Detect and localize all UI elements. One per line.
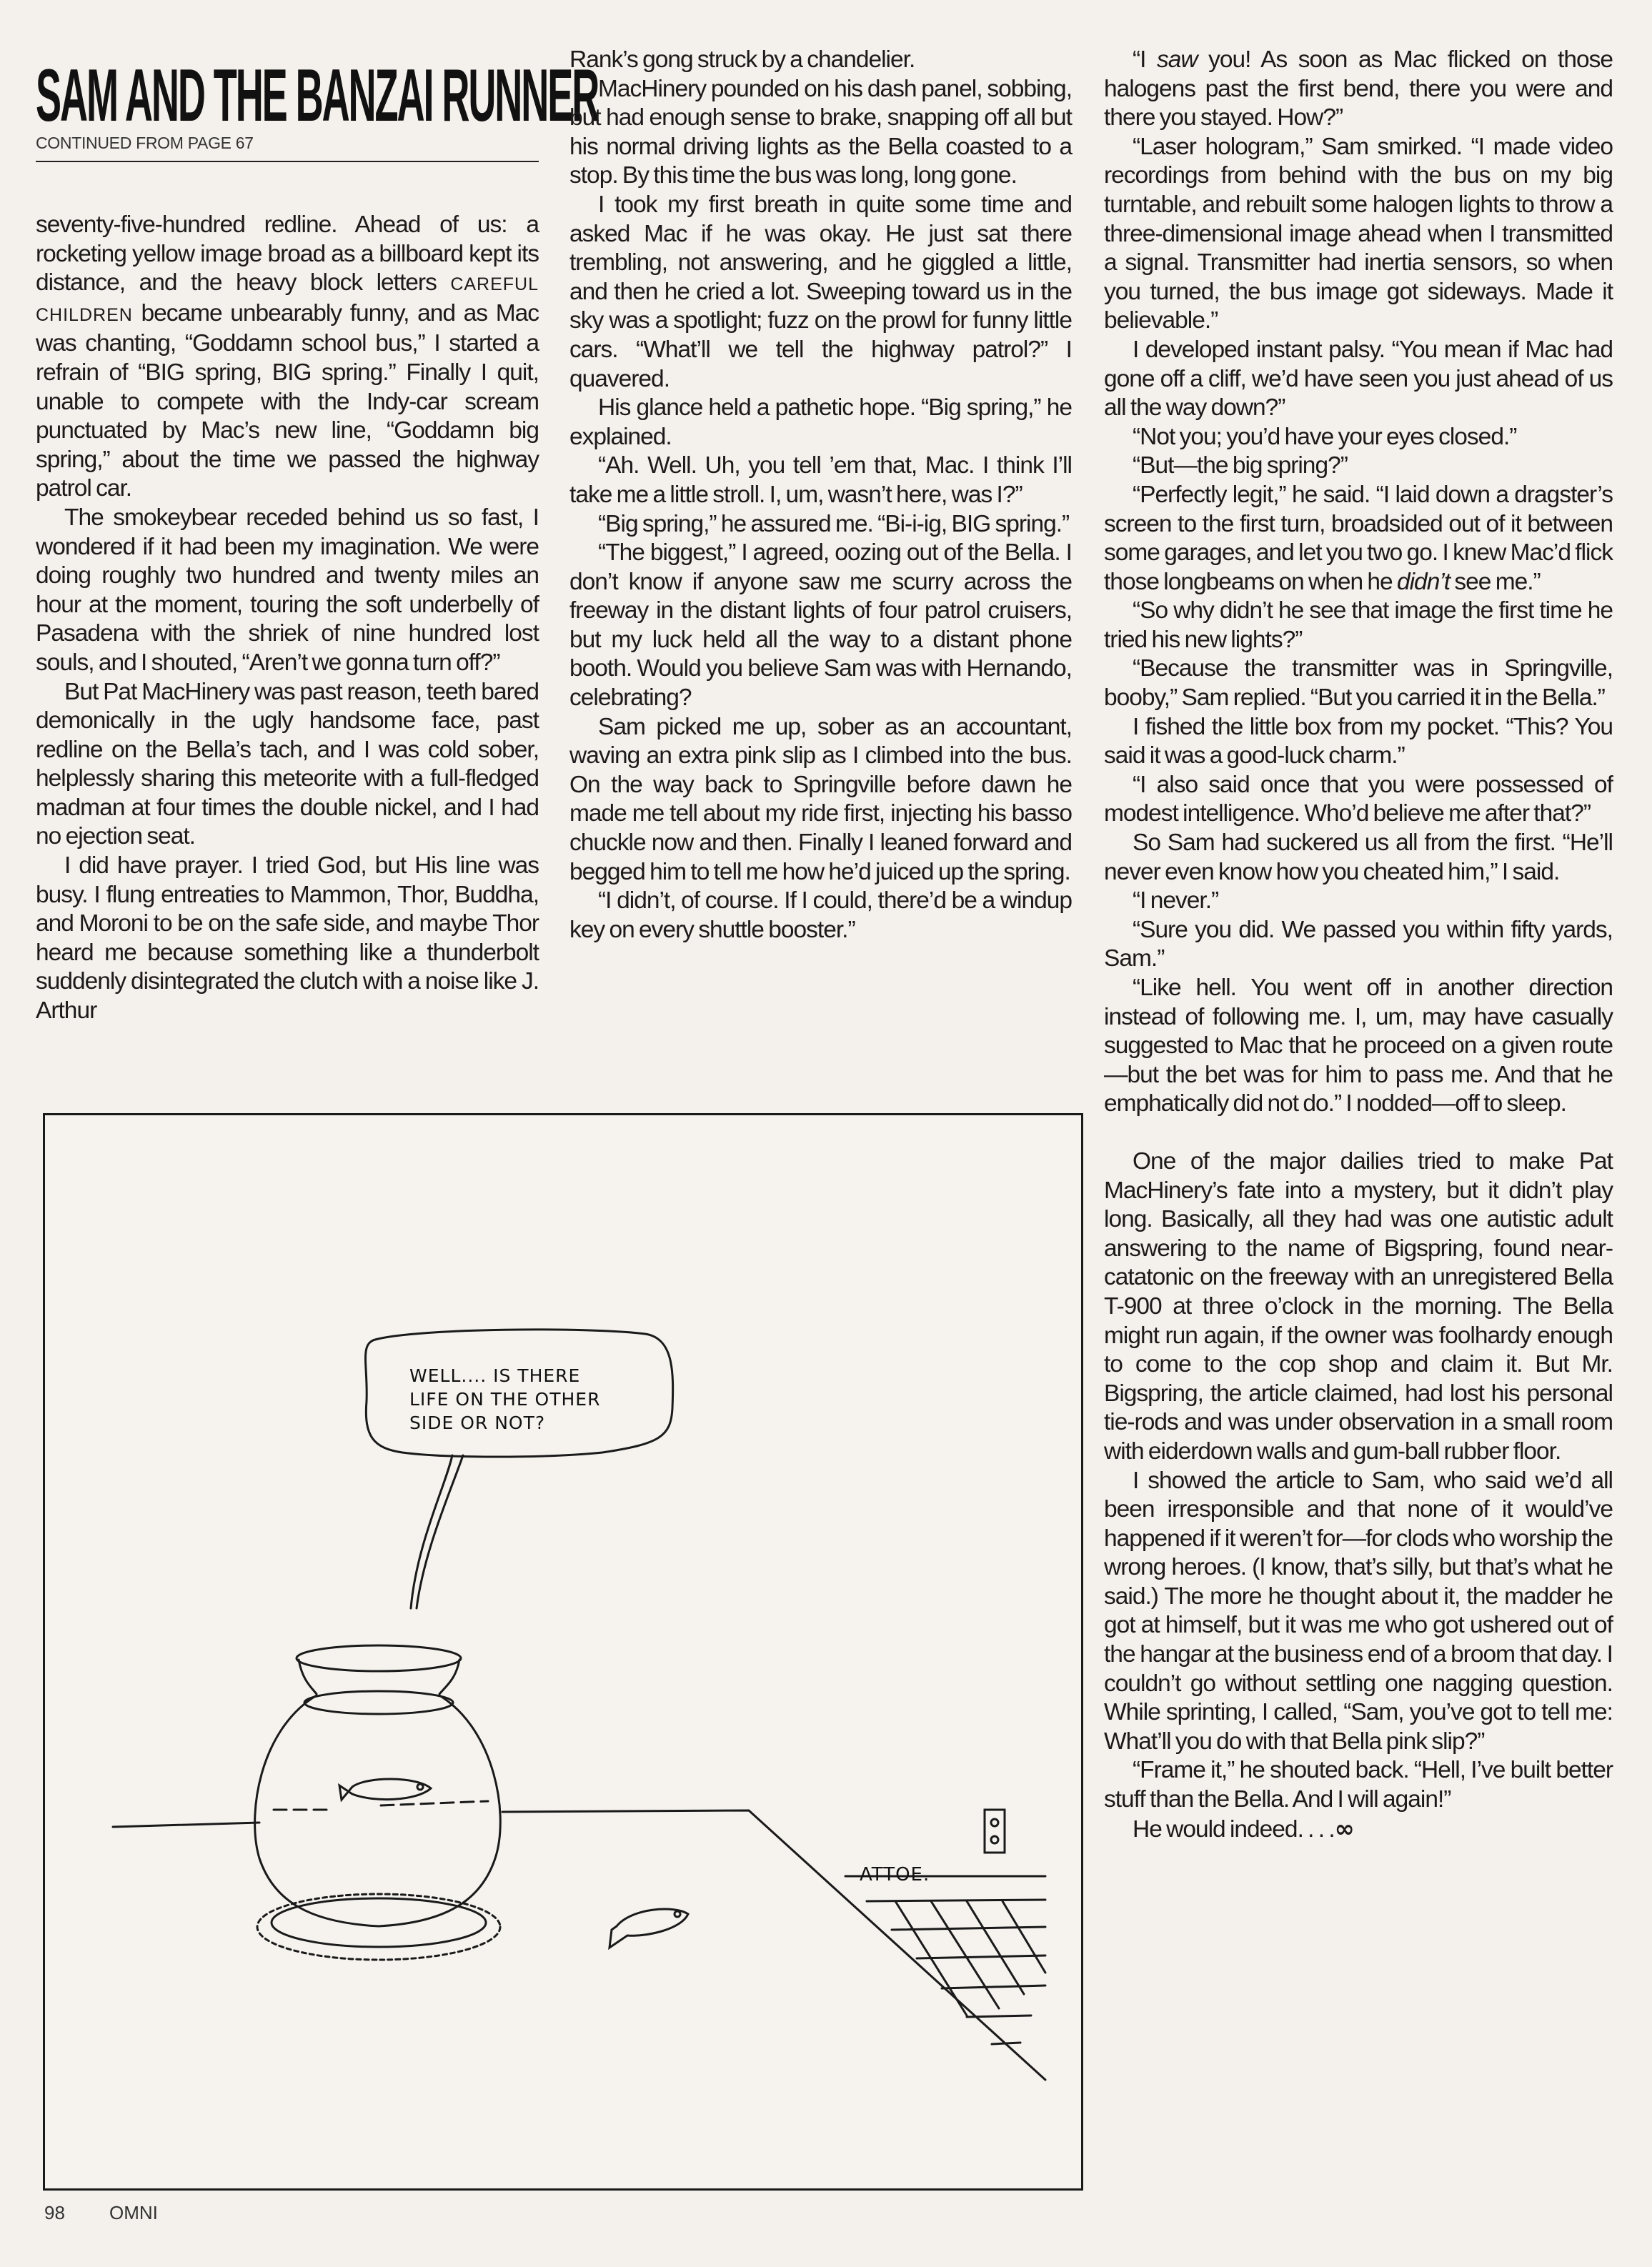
paragraph: “But—the big spring?” — [1133, 452, 1348, 479]
cartoon-illustration — [43, 1113, 1083, 2191]
table-edge — [113, 1810, 1045, 2080]
paragraph: The smokeybear receded behind us so fast, I wondered if it had been my imagination. We were doing roughly two hundred and twenty miles an hour at the moment, touring the soft underbelly of Pasadena with the shriek of nine hundred lost souls, and I shouted, “Aren’t we gonna turn off?” — [36, 504, 539, 676]
paragraph: He would indeed. . . .∞ — [1133, 1814, 1354, 1843]
water-surface — [304, 1691, 453, 1714]
paragraph: His glance held a pathetic hope. “Big spring,” he explained. — [569, 394, 1072, 450]
paragraph: “So why didn’t he see that image the first time he tried his new lights?” — [1104, 597, 1613, 653]
paragraph: I fished the little box from my pocket. “This? You said it was a good-luck charm.” — [1104, 713, 1613, 769]
paragraph: “I never.” — [1133, 887, 1219, 915]
column-2 — [569, 46, 1072, 1103]
paragraph: I showed the article to Sam, who said we’d all been irresponsible and that none of it would’ve happened if it weren’t for—for clods who worship the wrong heroes. (I know, that’s silly, but that’s what he said.) The more he thought about it, the madder he got at himself, but it was me who got ushered out of the hangar at the business end of a broom that day. I couldn’t go without settling one nagging question. While sprinting, I called, “Sam, you’ve got to tell me: What’ll you do with that Bella pink slip?” — [1104, 1467, 1613, 1755]
fish-eye — [675, 1911, 680, 1917]
speech-bubble-text: WELL.... IS THERE LIFE ON THE OTHER SIDE OR NOT? — [409, 1365, 601, 1433]
page-number: 98 — [44, 2202, 65, 2223]
paragraph: “I also said once that you were possessed of modest intelligence. Who’d believe me after that?” — [1104, 771, 1613, 827]
magazine-name: OMNI — [109, 2202, 158, 2223]
paragraph: So Sam had suckered us all from the first. “He’ll never even know how you cheated him,” I said. — [1104, 829, 1613, 885]
paragraph: “Ah. Well. Uh, you tell ’em that, Mac. I think I’ll take me a little stroll. I, um, wasn’t here, was I?” — [569, 452, 1072, 508]
paragraph: “Big spring,” he assured me. “Bi-i-ig, BIG spring.” — [598, 510, 1070, 537]
paragraph: I did have prayer. I tried God, but His line was busy. I flung entreaties to Mammon, Thor, Buddha, and Moroni to be on the safe side, and maybe Thor heard me because something like a thunderbolt suddenly disintegrated the clutch with a noise like J. Arthur — [36, 852, 539, 1025]
paragraph: “Because the transmitter was in Springville, booby,” Sam replied. “But you carried it in the Bella.” — [1104, 655, 1613, 712]
fish-eye — [417, 1784, 423, 1790]
end-mark-icon: ∞ — [1334, 1814, 1354, 1843]
fishbowl-neck — [299, 1660, 459, 1694]
title-rule — [36, 161, 539, 162]
paragraph: Rank’s gong struck by a chandelier. — [569, 46, 915, 73]
paragraph: MacHinery pounded on his dash panel, sobbing, but had enough sense to brake, snapping off all but his normal driving lights as the Bella coasted to a stop. By this time the bus was long, long gone. — [569, 75, 1072, 189]
paragraph: One of the major dailies tried to make Pat MacHinery’s fate into a mystery, but it didn’t play long. Basically, all they had was one autistic adult answering to the name of Bigspring, found near-catatonic on the freeway with an unregistered Bella T-900 at three o’clock in the morning. The Bella might run again, if the owner was foolhardy enough to come to the cop shop and claim it. But Mr. Bigspring, the article claimed, had lost his personal tie-rods and was under observation in a small room with eiderdown walls and gum-ball rubber floor. — [1104, 1147, 1613, 1465]
fishbowl-base — [272, 1898, 486, 1947]
artist-signature: ATTOE. — [860, 1864, 930, 1885]
paragraph: “Frame it,” he shouted back. “Hell, I’ve built better stuff than the Bella. And I will again!” — [1104, 1757, 1613, 1813]
paragraph: “I didn’t, of course. If I could, there’d be a windup key on every shuttle booster.” — [569, 887, 1072, 943]
sign-text: CAREFUL CHILDREN — [36, 274, 539, 325]
paragraph: “Laser hologram,” Sam smirked. “I made video recordings from behind with the bus on my big turntable, and rebuilt some halogen lights to throw a three-dimensional image ahead when I transmitted a signal. Transmitter had inertia sensors, so when you turned, the bus image got sideways. Made it believable.” — [1104, 133, 1613, 334]
paragraph: But Pat MacHinery was past reason, teeth bared demonically in the ugly handsome face, past redline on the Bella’s tach, and I was cold sober, helplessly sharing this meteorite with a full-fledged madman at four times the double nickel, and I had no ejection seat. — [36, 678, 539, 850]
fishbowl-body — [255, 1695, 501, 1926]
water-line — [274, 1801, 488, 1810]
paragraph: “Like hell. You went off in another direction instead of following me. I, um, may have casually suggested to Mac that he proceed on a given route—but the bet was for him to pass me. And that he emphatically did not do.” I nodded—off to sleep. — [1104, 975, 1613, 1117]
paragraph: “The biggest,” I agreed, oozing out of the Bella. I don’t know if anyone saw me scurry across the freeway in the distant lights of four patrol cruisers, but my luck held all the way to a distant phone booth. Would you believe Sam was with Hernando, celebrating? — [569, 539, 1072, 712]
outlet-socket — [991, 1819, 998, 1826]
cartoon-drawing — [45, 1115, 1081, 2188]
paragraph: “Perfectly legit,” he said. “I laid down a dragster’s screen to the first turn, broadsided out of it between some garages, and let you two go. I knew Mac’d flick those longbeams on when he didn’t see me.” — [1104, 481, 1613, 595]
outlet-socket — [991, 1836, 998, 1843]
speech-bubble-tail — [411, 1455, 463, 1608]
article-title: SAM AND THE BANZAI RUNNER — [36, 54, 599, 137]
article-title-box — [36, 54, 599, 137]
fish-on-table — [609, 1909, 688, 1948]
paragraph: I took my first breath in quite some time and asked Mac if he was okay. He just sat there trembling, not answering, and he giggled a little, and then he cried a lot. Sweeping toward us in the sky was a spotlight; fuzz on the prowl for funny little cars. “What’ll we tell the highway patrol?” I quavered. — [569, 191, 1072, 392]
column-3 — [1104, 46, 1613, 2189]
continued-from-label: CONTINUED FROM PAGE 67 — [36, 134, 254, 152]
floor-tiles — [845, 1876, 1045, 2044]
column-1 — [36, 211, 539, 1097]
paragraph: seventy-five-hundred redline. Ahead of us: a rocketing yellow image broad as a billboard kept its distance, and the heavy block letters CAREFUL CHILDREN became unbearably funny, and as Mac was chanting, “Goddamn school bus,” I started a refrain of “BIG spring, BIG spring.” Finally I quit, unable to compete with the Indy-car scream punctuated by Mac’s new line, “Goddamn big spring,” about the time we passed the highway patrol car. — [36, 211, 539, 502]
paragraph: “Not you; you’d have your eyes closed.” — [1133, 423, 1517, 450]
paragraph: “I saw you! As soon as Mac flicked on those halogens past the first bend, there you were and there you stayed. How?” — [1104, 46, 1613, 131]
paragraph: Sam picked me up, sober as an accountant, waving an extra pink slip as I climbed into the bus. On the way back to Springville before dawn he made me tell about my ride first, injecting his basso chuckle now and then. Finally I leaned forward and begged him to tell me how he’d juiced up the spring. — [569, 713, 1072, 885]
wall-outlet — [985, 1810, 1005, 1853]
fishbowl-rim — [297, 1645, 461, 1671]
paragraph: I developed instant palsy. “You mean if Mac had gone off a cliff, we’d have seen you just ahead of us all the way down?” — [1104, 336, 1613, 422]
paragraph: “Sure you did. We passed you within fifty yards, Sam.” — [1104, 916, 1613, 972]
